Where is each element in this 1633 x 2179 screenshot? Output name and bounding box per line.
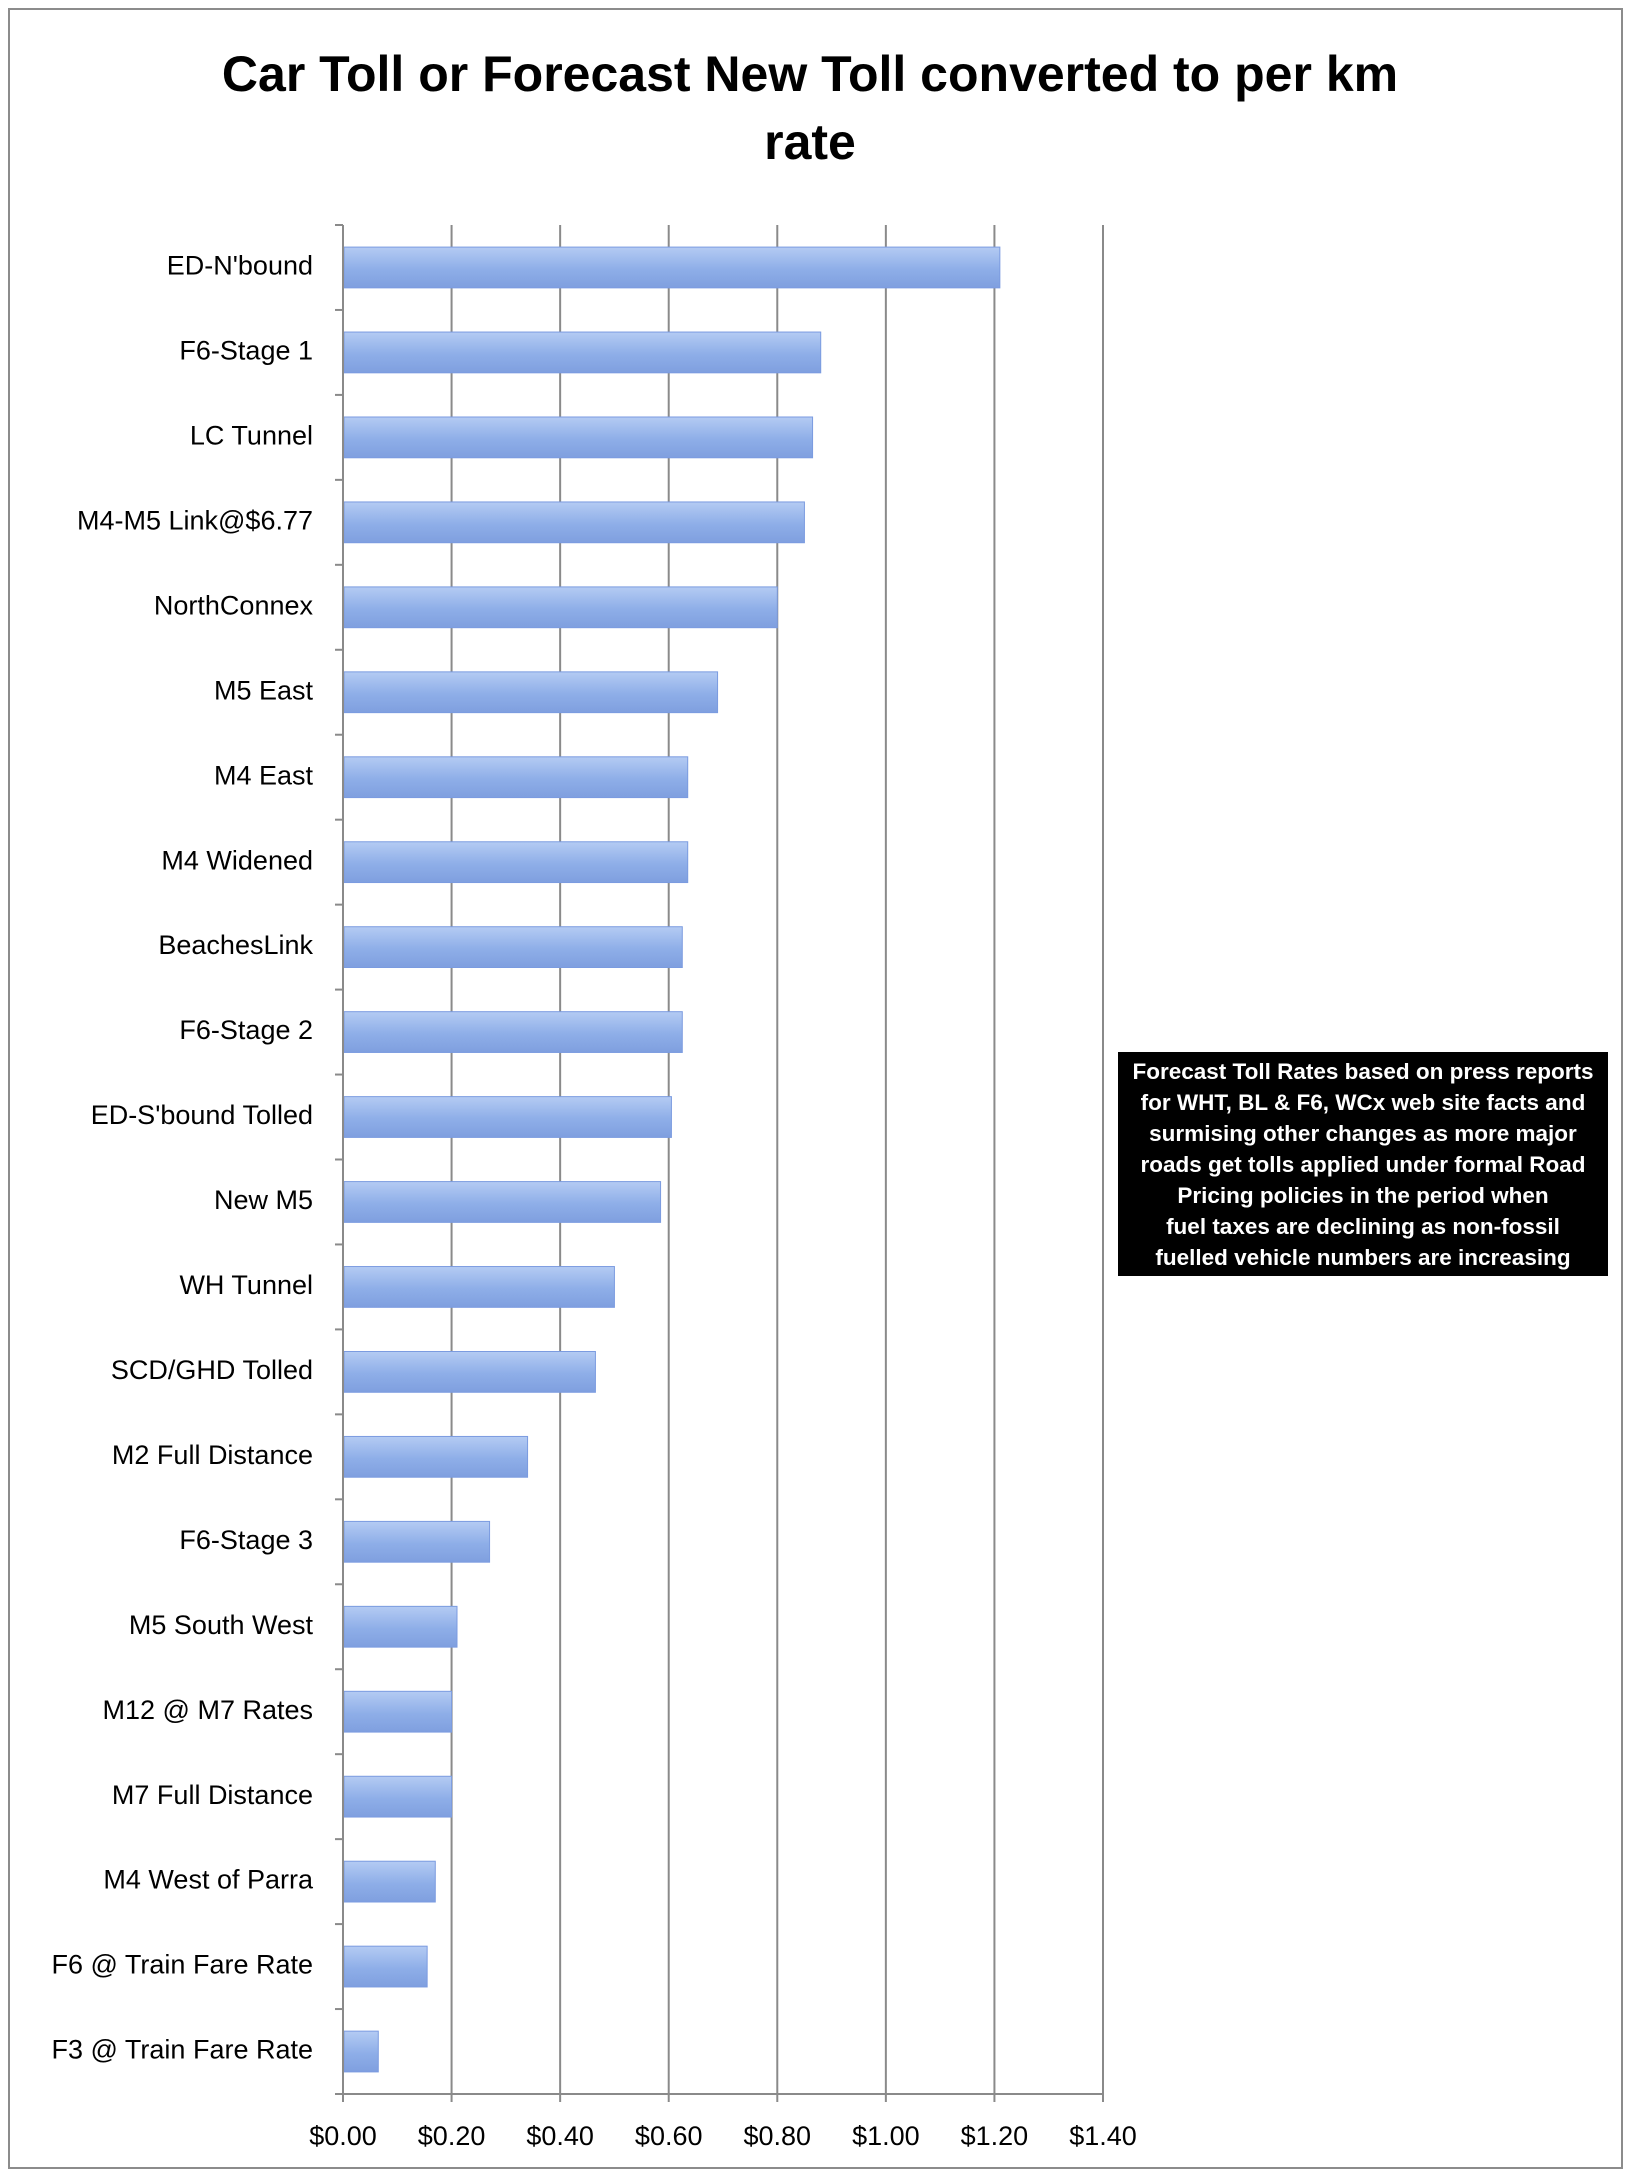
bar-11	[344, 1097, 671, 1138]
category-label-16: F6-Stage 3	[179, 1524, 313, 1555]
bar-18	[344, 1691, 452, 1732]
bar-5	[344, 587, 777, 628]
category-label-21: F6 @ Train Fare Rate	[51, 1949, 313, 1980]
category-label-1: ED-N'bound	[166, 250, 313, 281]
bar-10	[344, 1012, 682, 1053]
bar-8	[344, 842, 688, 883]
category-label-15: M2 Full Distance	[111, 1439, 313, 1470]
annotation-line-1: Forecast Toll Rates based on press reports	[1132, 1058, 1594, 1084]
category-label-12: New M5	[213, 1185, 313, 1216]
category-label-4: M4-M5 Link@$6.77	[76, 505, 313, 536]
x-tick-labels	[309, 2121, 1137, 2151]
bar-21	[344, 1946, 427, 1987]
bars	[344, 247, 1000, 2072]
category-label-18: M12 @ M7 Rates	[102, 1694, 313, 1725]
bar-15	[344, 1436, 528, 1477]
annotation-line-4: roads get tolls applied under formal Road	[1140, 1151, 1586, 1177]
annotation-line-7: fuelled vehicle numbers are increasing	[1155, 1244, 1571, 1270]
chart-title-line-2: rate	[764, 114, 856, 170]
annotation-line-2: for WHT, BL & F6, WCx web site facts and	[1140, 1089, 1586, 1115]
bar-6	[344, 672, 718, 713]
x-tick-label-5: $1.00	[852, 2121, 920, 2151]
category-label-9: BeachesLink	[158, 930, 313, 961]
x-tick-label-1: $0.20	[417, 2121, 486, 2151]
bar-7	[344, 757, 688, 798]
bar-17	[344, 1606, 457, 1647]
category-label-10: F6-Stage 2	[179, 1015, 313, 1046]
annotation-box	[1118, 1052, 1608, 1276]
bar-19	[344, 1776, 452, 1817]
bar-20	[344, 1861, 435, 1902]
bar-13	[344, 1267, 614, 1308]
category-label-3: LC Tunnel	[189, 420, 313, 451]
category-label-20: M4 West of Parra	[103, 1864, 313, 1895]
category-label-17: M5 South West	[128, 1609, 313, 1640]
bar-2	[344, 332, 821, 373]
category-label-7: M4 East	[213, 760, 313, 791]
bar-1	[344, 247, 1000, 288]
category-label-5: NorthConnex	[153, 590, 313, 621]
x-tick-label-3: $0.60	[634, 2121, 703, 2151]
annotation-line-3: surmising other changes as more major	[1149, 1120, 1577, 1146]
annotation-line-6: fuel taxes are declining as non-fossil	[1166, 1213, 1560, 1239]
category-label-6: M5 East	[213, 675, 313, 706]
category-label-8: M4 Widened	[161, 845, 313, 876]
bar-14	[344, 1351, 595, 1392]
bar-12	[344, 1182, 661, 1223]
x-tick-label-4: $0.80	[743, 2121, 812, 2151]
bar-3	[344, 417, 813, 458]
chart-title-line-1: Car Toll or Forecast New Toll converted to per km	[221, 46, 1399, 102]
category-label-22: F3 @ Train Fare Rate	[51, 2034, 313, 2065]
x-tick-label-6: $1.20	[960, 2121, 1029, 2151]
category-label-19: M7 Full Distance	[111, 1779, 313, 1810]
bar-4	[344, 502, 804, 543]
x-tick-label-7: $1.40	[1069, 2121, 1137, 2151]
bar-16	[344, 1521, 490, 1562]
bar-22	[344, 2031, 378, 2072]
x-tick-label-0: $0.00	[309, 2121, 377, 2151]
category-label-14: SCD/GHD Tolled	[110, 1355, 313, 1386]
category-label-2: F6-Stage 1	[179, 335, 313, 366]
category-labels	[52, 251, 314, 2065]
category-label-13: WH Tunnel	[179, 1270, 313, 1301]
category-label-11: ED-S'bound Tolled	[90, 1100, 313, 1131]
bar-9	[344, 927, 682, 968]
x-tick-label-2: $0.40	[526, 2121, 594, 2151]
annotation-line-5: Pricing policies in the period when	[1177, 1182, 1549, 1208]
